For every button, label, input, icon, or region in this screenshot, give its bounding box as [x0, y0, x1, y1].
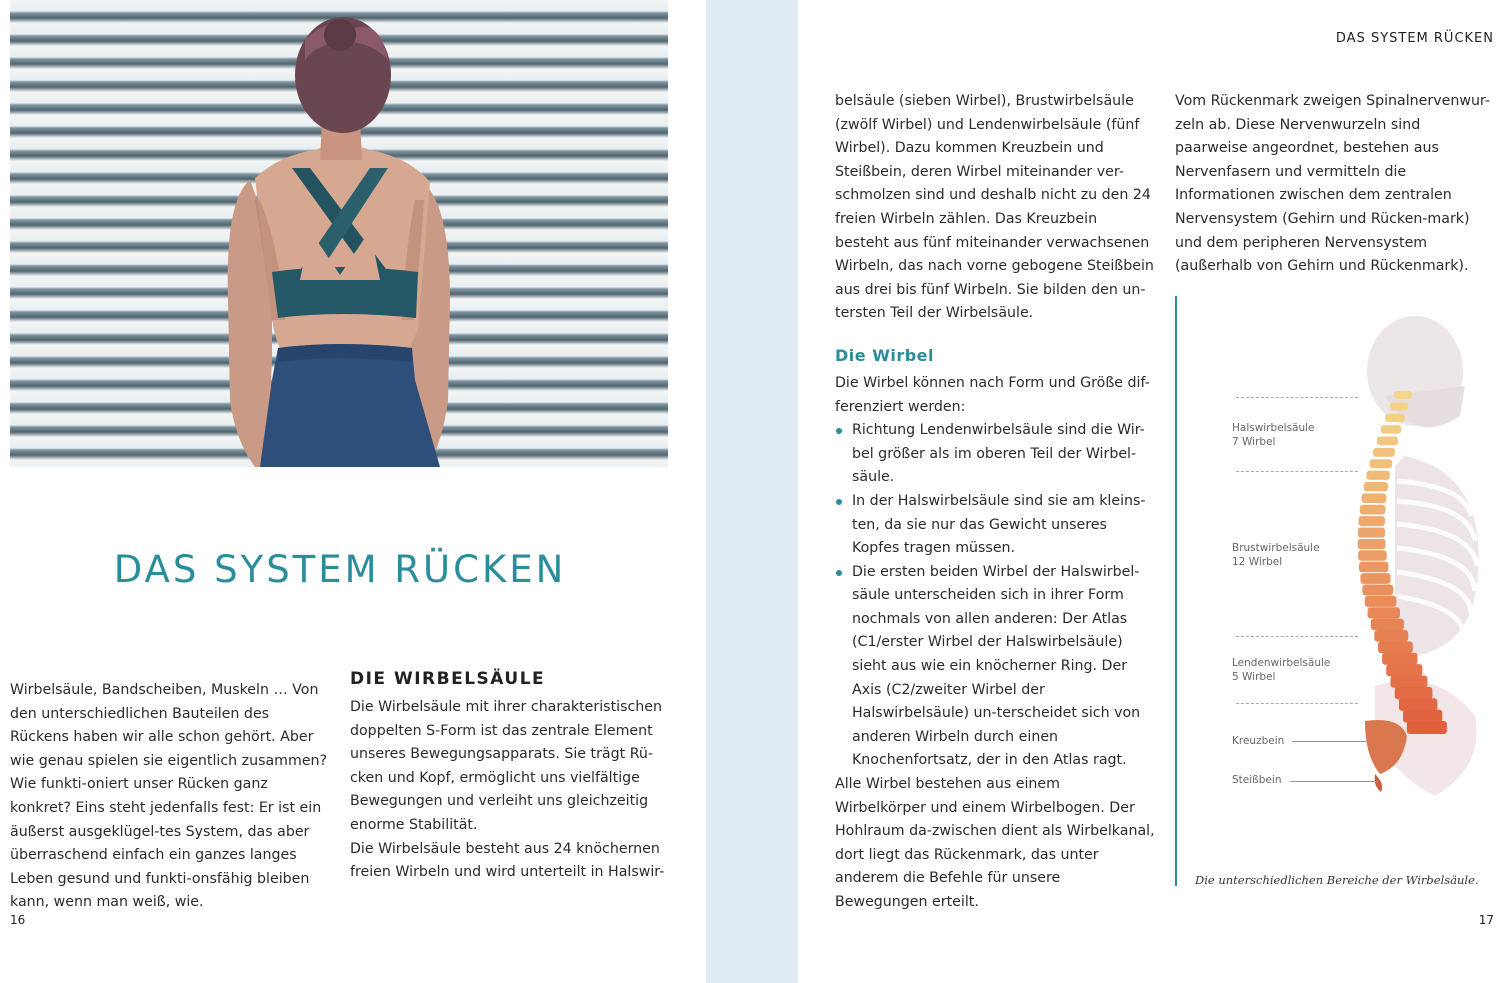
vertebra: [1358, 550, 1387, 560]
bullet-item: Richtung Lendenwirbelsäule sind die Wir-bel größer als im oberen Teil der Wirbel-säule.: [835, 419, 1155, 490]
section-paragraph-2: Die Wirbelsäule besteht aus 24 knöchernen freien Wirbeln und wird unterteilt in Halswir-: [350, 840, 665, 881]
label-lendenwirbelsaeule: Lendenwirbelsäule 5 Wirbel: [1232, 657, 1331, 683]
bullet-list: [835, 419, 1155, 773]
left-page: [0, 0, 706, 983]
section-paragraph-1: Die Wirbelsäule mit ihrer charakteristischen doppelten S-Form ist das zentrale Element unseres Bewegungsapparats. Sie trägt Rü-cken und Kopf, ermöglicht uns vielfältige Bewegungen und verleiht uns gleichzeitig enorme Stabilität.: [350, 699, 662, 833]
vertebra: [1366, 471, 1389, 480]
wirbelsaeule-section: [350, 666, 665, 885]
divider-dash: [1236, 471, 1358, 472]
vertebra: [1362, 584, 1393, 595]
vertebra: [1394, 391, 1412, 399]
divider-dash: [1236, 397, 1358, 398]
vertebra: [1365, 596, 1397, 607]
intro-paragraph: Wirbelsäule, Bandscheiben, Muskeln … Von den unterschiedlichen Bauteilen des Rückens haben wir alle schon gehört. Aber wie genau spielen sie eigentlich zusammen? Wie funkti-oniert unser Rücken ganz konkret? Eins steht jedenfalls fest: Er ist ein äußerst ausgeklügel-tes System, das aber überraschend einfach ein ganzes langes Leben gesund und funkti-onsfähig bleiben kann, wenn man weiß, wie.: [10, 682, 328, 911]
right-column-2: [1175, 90, 1493, 279]
vertebra: [1403, 710, 1442, 723]
book-gutter: [706, 0, 798, 983]
vertebra: [1382, 653, 1417, 665]
vertebra: [1381, 425, 1401, 434]
divider-dash: [1236, 636, 1358, 637]
spine-figure: [1175, 296, 1500, 888]
spine-illustration: [1175, 296, 1500, 856]
leader-line: [1290, 781, 1378, 782]
vertebra: [1395, 687, 1433, 699]
bullet-item: Die ersten beiden Wirbel der Halswirbel-säule unterscheiden sich in ihrer Form nochmals von allen anderen: Der Atlas (C1/erster Wirbel der Halswirbelsäule) sieht aus wie ein knöcherner Ring. Der Axis (C2/zweiter Wirbel der Halswirbelsäule) un-terscheidet sich von anderen Wirbeln durch einen Knochenfortsatz, der in den Atlas ragt.: [835, 561, 1155, 773]
vertebra: [1360, 573, 1390, 584]
vertebra: [1358, 528, 1385, 538]
vertebra: [1368, 607, 1400, 618]
section-heading: DIE WIRBELSÄULE: [350, 669, 546, 689]
vertebra: [1373, 448, 1395, 457]
chapter-title: DAS SYSTEM RÜCKEN: [113, 548, 567, 591]
column2-paragraph-1: Vom Rückenmark zweigen Spinalnervenwur-zeln ab. Diese Nervenwurzeln sind paarweise angeordnet, bestehen aus Nervenfasern und vermitteln die Informationen zwischen dem zentralen Nervensystem (Gehirn und Rücken-mark) und dem peripheren Nervensystem (außerhalb von Gehirn und Rückenmark).: [1175, 93, 1490, 275]
label-brustwirbelsaeule: Brustwirbelsäule 12 Wirbel: [1232, 542, 1320, 568]
vertebra: [1390, 675, 1427, 687]
label-kreuzbein: Kreuzbein: [1232, 735, 1285, 747]
vertebra: [1362, 493, 1387, 503]
coccyx: [1375, 774, 1383, 792]
page-number-right: 17: [1478, 913, 1494, 927]
column1-paragraph-3: Alle Wirbel bestehen aus einem Wirbelkörper und einem Wirbelbogen. Der Hohlraum da-zwischen dient als Wirbelkanal, dort liegt das Rückenmark, das unter anderem die Befehle für unsere Bewegungen erteilt.: [835, 776, 1155, 910]
vertebra: [1360, 505, 1386, 515]
vertebra: [1377, 437, 1398, 446]
divider-dash: [1236, 703, 1358, 704]
label-halswirbelsaeule: Halswirbelsäule 7 Wirbel: [1232, 422, 1315, 448]
vertebra: [1371, 619, 1404, 630]
vertebra: [1374, 630, 1408, 642]
vertebra: [1390, 402, 1409, 410]
vertebra: [1359, 516, 1385, 526]
vertebra: [1364, 482, 1388, 491]
vertebra: [1370, 459, 1393, 468]
right-page: [798, 0, 1500, 983]
figure-caption: Die unterschiedlichen Bereiche der Wirbelsäule.: [1195, 873, 1479, 887]
column1-paragraph-2: Die Wirbel können nach Form und Größe dif-ferenziert werden:: [835, 374, 1150, 415]
vertebra: [1358, 539, 1386, 549]
column1-paragraph-1: belsäule (sieben Wirbel), Brustwirbelsäule (zwölf Wirbel) und Lendenwirbelsäule (fünf Wirbel). Dazu kommen Kreuzbein und Steißbein, deren Wirbel miteinander ver-schmolzen sind und deshalb nicht zu den 24 freien Wirbeln zählen. Das Kreuzbein besteht aus fünf miteinander verwachsenen Wirbeln, das nach vorne gebogene Steißbein aus drei bis fünf Wirbeln. Sie bilden den un-tersten Teil der Wirbelsäule.: [835, 93, 1154, 322]
vertebra: [1378, 641, 1413, 653]
woman-back-illustration: [10, 0, 668, 467]
woman-back-photo: [10, 0, 668, 467]
running-head: DAS SYSTEM RÜCKEN: [1335, 31, 1494, 46]
label-steissbein: Steißbein: [1232, 774, 1282, 786]
right-column-1: [835, 90, 1155, 915]
subheading-die-wirbel: Die Wirbel: [835, 345, 934, 365]
page-number-left: 16: [10, 913, 26, 927]
leader-line: [1292, 741, 1367, 742]
vertebra: [1385, 414, 1405, 422]
vertebra: [1386, 664, 1422, 676]
vertebra: [1407, 721, 1447, 734]
vertebra: [1359, 562, 1388, 573]
bullet-item: In der Halswirbelsäule sind sie am kleins-ten, da sie nur das Gewicht unseres Kopfes tragen müssen.: [835, 490, 1155, 561]
vertebra: [1399, 698, 1437, 711]
